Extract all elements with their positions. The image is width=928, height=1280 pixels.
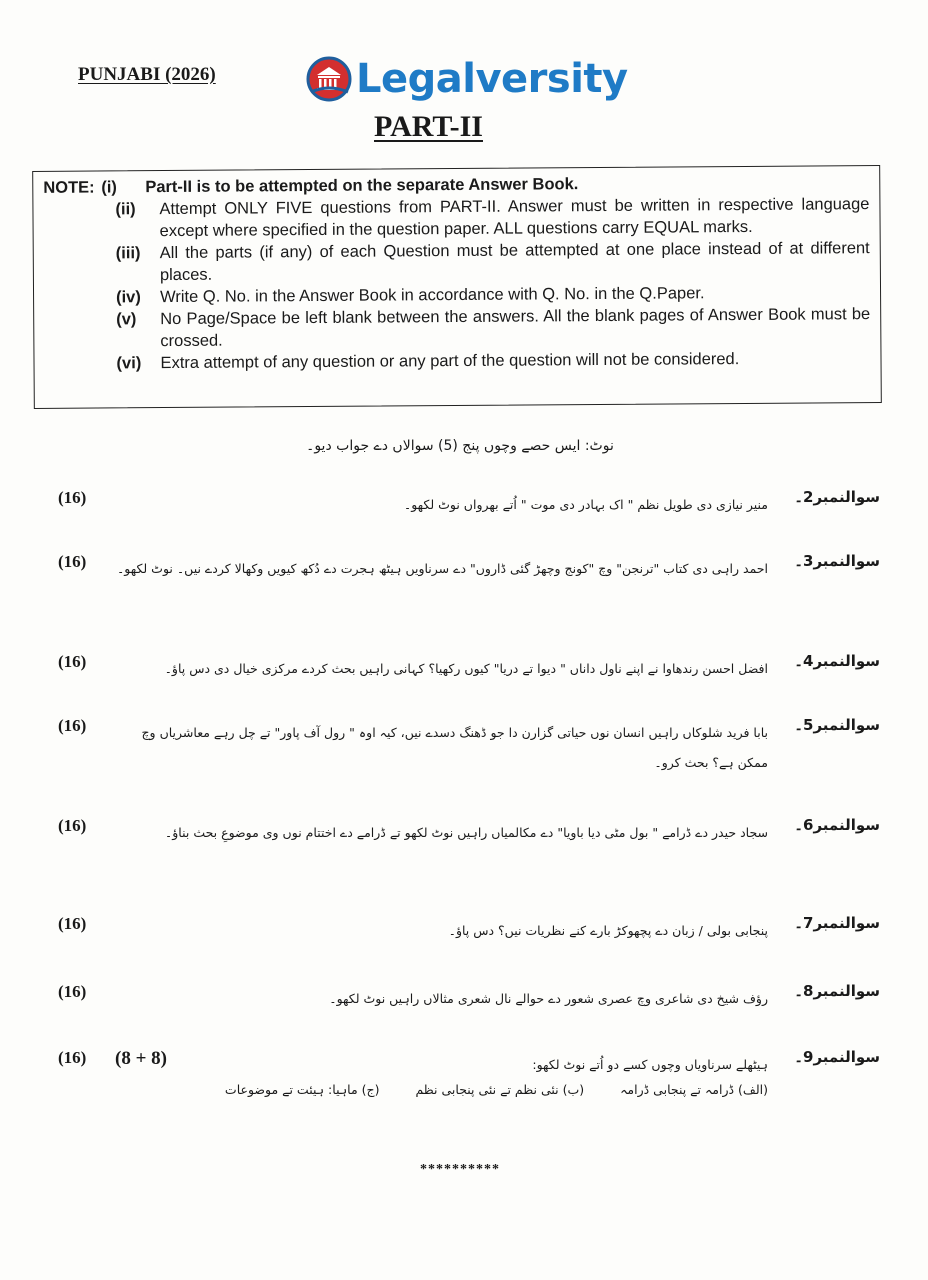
question-text: ہیٹھلے سرناویاں وچوں کسے دو اُتے نوٹ لکھو: [532,1057,768,1072]
question-number: سوالنمبر7۔ [794,914,880,932]
question-number: سوالنمبر2۔ [794,488,880,506]
instructions-box [32,165,882,409]
question-marks: (16) [58,488,87,507]
note-text: Attempt ONLY FIVE questions from PART-II. Answer must be written in respective language except where specified in the question paper. ALL questions carry EQUAL marks. [159,195,870,241]
note-number: (v) [116,310,137,329]
question-marks: (16) [58,1048,87,1067]
note-item [44,237,870,287]
question-number: سوالنمبر4۔ [794,652,880,670]
note-number: (i) [101,178,117,197]
note-text: Part-II is to be attempted on the separate Answer Book. [145,175,579,197]
note-number: (vi) [116,354,142,373]
note-item [43,193,869,243]
question-number: سوالنمبر9۔ [794,1048,880,1066]
note-number: (iii) [115,244,141,263]
question-number: سوالنمبر6۔ [794,816,880,834]
question-text: رؤف شیخ دی شاعری وچ عصری شعور دے حوالے نال شعری مثالاں راہیں نوٹ لکھو۔ [329,991,768,1006]
note-text: Write Q. No. in the Answer Book in accordance with Q. No. in the Q.Paper. [160,284,705,307]
question-text: منیر نیازی دی طویل نظم " اک بہادر دی موت " اُتے بھرواں نوٹ لکھو۔ [403,497,768,512]
note-number: (ii) [115,200,136,219]
question-marks: (16) [58,914,87,933]
question-marks: (16) [58,816,87,835]
question-number: سوالنمبر5۔ [794,716,880,734]
note-item [44,347,870,375]
brand-logo-block [306,56,628,102]
question-text: افضل احسن رندھاوا نے اپنے ناول داناں " دیوا تے دریا" کیوں رکھیا؟ کہانی راہیں بحث کردے مرکزی خیال دی دس پاؤ۔ [164,661,768,676]
question-text: سجاد حیدر دے ڈرامے " بول مٹی دیا باویا" دے مکالمیاں راہیں نوٹ لکھو تے ڈرامے دے اختتام نوں وی موضوعِ بحث بناؤ۔ [164,825,768,840]
question-number: سوالنمبر3۔ [794,552,880,570]
subpart-b: (ب) نئی نظم تے نئی پنجابی نظم [415,1082,585,1097]
question-text: بابا فرید شلوکاں راہیں انسان نوں حیاتی گزارن دا جو ڈھنگ دسدے نیں، کیہ اوہ " رول آف پاور" تے چل رہے معاشریاں وچ ممکن ہے؟ بحث کرو۔ [141,725,768,770]
question-marks: (16) [58,652,87,671]
subpart-a: (الف) ڈرامہ تے پنجابی ڈرامہ [620,1082,768,1097]
question-marks: (16) [58,982,87,1001]
brand-name: Legalversity [356,56,628,102]
question-text: پنجابی بولی / زبان دے پچھوکڑ بارے کنے نظریات نیں؟ دس پاؤ۔ [448,923,768,938]
note-item [44,303,870,353]
question-split-marks: (8 + 8) [115,1048,167,1069]
question-subparts [225,1082,768,1097]
note-text: Extra attempt of any question or any part of the question will not be considered. [160,350,740,373]
punjabi-instruction: نوٹ: ایس حصے وچوں پنج (5) سوالاں دے جواب دیو۔ [306,438,614,454]
note-text: No Page/Space be left blank between the answers. All the blank pages of Answer Book must be crossed. [160,305,871,351]
part-title: PART-II [374,110,483,143]
question-text: احمد راہی دی کتاب "ترنجن" وچ "کونج وچھڑ گئی ڈاروں" دے سرناویں ہیٹھ ہجرت دے دُکھ کیویں وکھالا کردے نیں۔ نوٹ لکھو۔ [116,561,768,576]
question-marks: (16) [58,552,87,571]
question-number: سوالنمبر8۔ [794,982,880,1000]
note-number: (iv) [116,288,141,307]
note-text: All the parts (if any) of each Question must be attempted at one place instead of at different places. [159,239,870,285]
subject-title: PUNJABI (2026) [78,64,216,85]
subpart-c: (ج) ماہیا: ہیئت تے موضوعات [224,1082,380,1097]
courthouse-logo-icon [306,56,352,102]
end-of-paper-mark: ********** [420,1162,500,1177]
note-lead: NOTE: [43,178,95,197]
question-marks: (16) [58,716,87,735]
